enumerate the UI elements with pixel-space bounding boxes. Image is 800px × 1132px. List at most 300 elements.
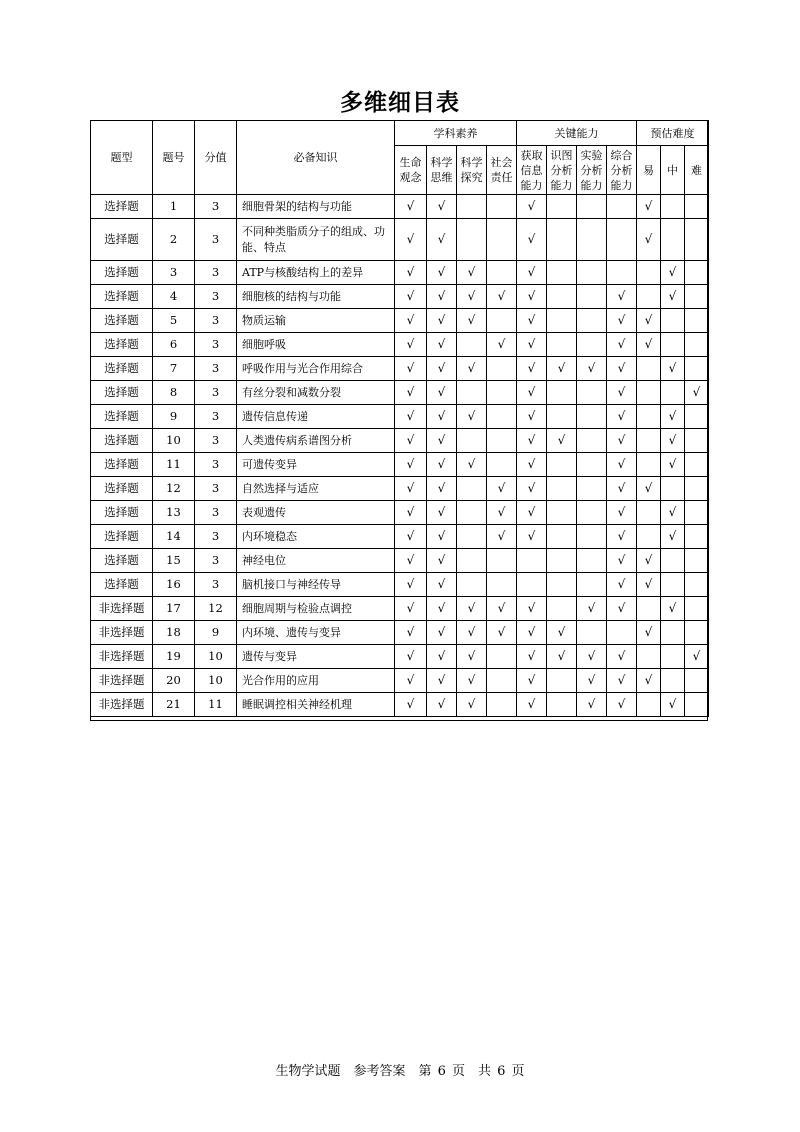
mark-cell: √ bbox=[517, 261, 547, 285]
knowledge-cell: 内环境稳态 bbox=[237, 525, 395, 549]
question-number-cell: 4 bbox=[153, 285, 195, 309]
mark-cell: √ bbox=[517, 333, 547, 357]
mark-cell: √ bbox=[517, 405, 547, 429]
sub-header-line: 能力 bbox=[610, 178, 633, 192]
mark-cell bbox=[577, 261, 607, 285]
knowledge-cell: 表观遗传 bbox=[237, 501, 395, 525]
mark-cell: √ bbox=[427, 333, 457, 357]
mark-cell: √ bbox=[637, 195, 661, 219]
mark-cell: √ bbox=[427, 645, 457, 669]
mark-cell: √ bbox=[457, 597, 487, 621]
mark-cell: √ bbox=[577, 357, 607, 381]
knowledge-cell: 物质运输 bbox=[237, 309, 395, 333]
mark-cell: √ bbox=[427, 309, 457, 333]
mark-cell bbox=[685, 693, 709, 717]
mark-cell: √ bbox=[661, 405, 685, 429]
mark-cell: √ bbox=[607, 645, 637, 669]
mark-cell: √ bbox=[661, 693, 685, 717]
mark-cell: √ bbox=[395, 477, 427, 501]
mark-cell: √ bbox=[577, 669, 607, 693]
mark-cell bbox=[661, 573, 685, 597]
question-type-cell: 选择题 bbox=[91, 501, 153, 525]
mark-cell: √ bbox=[517, 693, 547, 717]
mark-cell bbox=[457, 573, 487, 597]
mark-cell: √ bbox=[487, 501, 517, 525]
mark-cell bbox=[457, 501, 487, 525]
mark-cell bbox=[547, 597, 577, 621]
score-cell: 3 bbox=[195, 333, 237, 357]
mark-cell: √ bbox=[577, 645, 607, 669]
question-number-cell: 12 bbox=[153, 477, 195, 501]
sub-header-line: 分析 bbox=[550, 163, 573, 177]
header-type: 题型 bbox=[91, 121, 153, 195]
mark-cell: √ bbox=[637, 549, 661, 573]
mark-cell: √ bbox=[457, 453, 487, 477]
table-row bbox=[91, 525, 709, 549]
mark-cell bbox=[661, 477, 685, 501]
sub-header-line: 社会 bbox=[490, 156, 513, 169]
specification-table bbox=[90, 120, 709, 717]
mark-cell bbox=[547, 573, 577, 597]
question-type-cell: 选择题 bbox=[91, 477, 153, 501]
sub-header-line: 识图 bbox=[550, 148, 573, 162]
question-number-cell: 18 bbox=[153, 621, 195, 645]
mark-cell bbox=[487, 669, 517, 693]
mark-cell: √ bbox=[395, 285, 427, 309]
question-number-cell: 16 bbox=[153, 573, 195, 597]
question-type-cell: 选择题 bbox=[91, 573, 153, 597]
mark-cell bbox=[637, 453, 661, 477]
score-cell: 3 bbox=[195, 285, 237, 309]
mark-cell: √ bbox=[607, 429, 637, 453]
sub-header-line: 生命 bbox=[399, 156, 422, 169]
sub-header-line: 中 bbox=[667, 163, 678, 177]
question-number-cell: 17 bbox=[153, 597, 195, 621]
knowledge-cell: ATP与核酸结构上的差异 bbox=[237, 261, 395, 285]
mark-cell: √ bbox=[607, 405, 637, 429]
mark-cell bbox=[637, 525, 661, 549]
mark-cell: √ bbox=[607, 477, 637, 501]
mark-cell: √ bbox=[661, 429, 685, 453]
mark-cell bbox=[517, 573, 547, 597]
mark-cell: √ bbox=[517, 645, 547, 669]
mark-cell bbox=[487, 693, 517, 717]
mark-cell: √ bbox=[487, 597, 517, 621]
mark-cell: √ bbox=[395, 195, 427, 219]
question-type-cell: 选择题 bbox=[91, 381, 153, 405]
mark-cell: √ bbox=[607, 549, 637, 573]
question-type-cell: 选择题 bbox=[91, 333, 153, 357]
score-cell: 3 bbox=[195, 429, 237, 453]
mark-cell bbox=[487, 573, 517, 597]
mark-cell: √ bbox=[607, 285, 637, 309]
mark-cell bbox=[607, 621, 637, 645]
knowledge-cell: 呼吸作用与光合作用综合 bbox=[237, 357, 395, 381]
question-number-cell: 7 bbox=[153, 357, 195, 381]
knowledge-cell: 睡眠调控相关神经机理 bbox=[237, 693, 395, 717]
mark-cell: √ bbox=[395, 549, 427, 573]
mark-cell: √ bbox=[607, 573, 637, 597]
knowledge-cell: 细胞骨架的结构与功能 bbox=[237, 195, 395, 219]
mark-cell bbox=[487, 549, 517, 573]
mark-cell: √ bbox=[517, 357, 547, 381]
sub-header-line: 科学 bbox=[430, 156, 453, 169]
mark-cell: √ bbox=[395, 381, 427, 405]
mark-cell bbox=[547, 219, 577, 261]
mark-cell: √ bbox=[661, 357, 685, 381]
mark-cell: √ bbox=[607, 597, 637, 621]
mark-cell: √ bbox=[395, 333, 427, 357]
mark-cell bbox=[685, 597, 709, 621]
mark-cell bbox=[457, 219, 487, 261]
question-number-cell: 21 bbox=[153, 693, 195, 717]
mark-cell bbox=[637, 261, 661, 285]
mark-cell bbox=[577, 381, 607, 405]
mark-cell: √ bbox=[637, 621, 661, 645]
mark-cell: √ bbox=[427, 405, 457, 429]
mark-cell: √ bbox=[517, 453, 547, 477]
sub-header-7 bbox=[607, 146, 637, 195]
table-row bbox=[91, 357, 709, 381]
mark-cell bbox=[457, 195, 487, 219]
mark-cell bbox=[577, 525, 607, 549]
table-row bbox=[91, 261, 709, 285]
mark-cell bbox=[577, 333, 607, 357]
mark-cell: √ bbox=[607, 453, 637, 477]
mark-cell bbox=[637, 357, 661, 381]
question-type-cell: 非选择题 bbox=[91, 693, 153, 717]
mark-cell bbox=[577, 573, 607, 597]
question-number-cell: 11 bbox=[153, 453, 195, 477]
table-row bbox=[91, 549, 709, 573]
sub-header-10 bbox=[685, 146, 709, 195]
question-number-cell: 13 bbox=[153, 501, 195, 525]
mark-cell: √ bbox=[457, 285, 487, 309]
mark-cell bbox=[577, 549, 607, 573]
question-type-cell: 选择题 bbox=[91, 219, 153, 261]
mark-cell: √ bbox=[427, 549, 457, 573]
mark-cell bbox=[685, 429, 709, 453]
question-type-cell: 非选择题 bbox=[91, 621, 153, 645]
knowledge-cell: 不同种类脂质分子的组成、功能、特点 bbox=[237, 219, 395, 261]
knowledge-cell: 可遗传变异 bbox=[237, 453, 395, 477]
sub-header-9 bbox=[661, 146, 685, 195]
mark-cell: √ bbox=[427, 621, 457, 645]
mark-cell: √ bbox=[427, 429, 457, 453]
mark-cell: √ bbox=[487, 477, 517, 501]
header-literacy: 学科素养 bbox=[395, 121, 517, 146]
score-cell: 3 bbox=[195, 261, 237, 285]
mark-cell: √ bbox=[457, 645, 487, 669]
question-type-cell: 选择题 bbox=[91, 429, 153, 453]
mark-cell: √ bbox=[517, 597, 547, 621]
question-type-cell: 选择题 bbox=[91, 285, 153, 309]
mark-cell: √ bbox=[517, 429, 547, 453]
mark-cell: √ bbox=[517, 195, 547, 219]
table-row bbox=[91, 645, 709, 669]
mark-cell: √ bbox=[637, 573, 661, 597]
mark-cell bbox=[487, 195, 517, 219]
question-type-cell: 选择题 bbox=[91, 309, 153, 333]
mark-cell: √ bbox=[607, 669, 637, 693]
mark-cell bbox=[685, 333, 709, 357]
mark-cell bbox=[487, 405, 517, 429]
mark-cell: √ bbox=[685, 645, 709, 669]
mark-cell bbox=[457, 525, 487, 549]
score-cell: 3 bbox=[195, 219, 237, 261]
mark-cell bbox=[487, 357, 517, 381]
score-cell: 3 bbox=[195, 195, 237, 219]
sub-header-line: 获取 bbox=[520, 148, 543, 162]
mark-cell bbox=[487, 381, 517, 405]
table-row bbox=[91, 621, 709, 645]
sub-header-4 bbox=[517, 146, 547, 195]
mark-cell: √ bbox=[427, 453, 457, 477]
score-cell: 3 bbox=[195, 477, 237, 501]
mark-cell bbox=[547, 261, 577, 285]
score-cell: 12 bbox=[195, 597, 237, 621]
score-cell: 3 bbox=[195, 357, 237, 381]
mark-cell: √ bbox=[427, 597, 457, 621]
mark-cell: √ bbox=[427, 573, 457, 597]
mark-cell bbox=[607, 261, 637, 285]
table-row bbox=[91, 333, 709, 357]
mark-cell: √ bbox=[517, 381, 547, 405]
table-row bbox=[91, 309, 709, 333]
mark-cell: √ bbox=[517, 285, 547, 309]
mark-cell bbox=[547, 195, 577, 219]
table-row bbox=[91, 693, 709, 717]
question-number-cell: 5 bbox=[153, 309, 195, 333]
mark-cell bbox=[661, 669, 685, 693]
mark-cell bbox=[457, 333, 487, 357]
mark-cell: √ bbox=[661, 501, 685, 525]
sub-header-6 bbox=[577, 146, 607, 195]
mark-cell: √ bbox=[395, 405, 427, 429]
knowledge-cell: 神经电位 bbox=[237, 549, 395, 573]
mark-cell: √ bbox=[637, 219, 661, 261]
mark-cell bbox=[577, 453, 607, 477]
sub-header-2 bbox=[457, 146, 487, 195]
mark-cell: √ bbox=[637, 477, 661, 501]
mark-cell: √ bbox=[457, 309, 487, 333]
mark-cell bbox=[685, 453, 709, 477]
mark-cell: √ bbox=[427, 261, 457, 285]
mark-cell: √ bbox=[457, 669, 487, 693]
score-cell: 3 bbox=[195, 453, 237, 477]
mark-cell: √ bbox=[637, 309, 661, 333]
score-cell: 11 bbox=[195, 693, 237, 717]
question-number-cell: 8 bbox=[153, 381, 195, 405]
mark-cell: √ bbox=[607, 693, 637, 717]
mark-cell bbox=[685, 195, 709, 219]
knowledge-cell: 细胞呼吸 bbox=[237, 333, 395, 357]
mark-cell: √ bbox=[395, 525, 427, 549]
question-number-cell: 20 bbox=[153, 669, 195, 693]
table-row bbox=[91, 669, 709, 693]
mark-cell: √ bbox=[487, 285, 517, 309]
mark-cell bbox=[547, 693, 577, 717]
knowledge-cell: 自然选择与适应 bbox=[237, 477, 395, 501]
mark-cell bbox=[661, 195, 685, 219]
mark-cell bbox=[637, 597, 661, 621]
question-type-cell: 非选择题 bbox=[91, 645, 153, 669]
knowledge-cell: 遗传与变异 bbox=[237, 645, 395, 669]
mark-cell: √ bbox=[547, 357, 577, 381]
mark-cell: √ bbox=[607, 525, 637, 549]
mark-cell bbox=[661, 549, 685, 573]
question-type-cell: 选择题 bbox=[91, 525, 153, 549]
knowledge-cell: 有丝分裂和减数分裂 bbox=[237, 381, 395, 405]
header-number: 题号 bbox=[153, 121, 195, 195]
mark-cell bbox=[577, 429, 607, 453]
mark-cell bbox=[685, 357, 709, 381]
mark-cell bbox=[577, 405, 607, 429]
mark-cell: √ bbox=[395, 219, 427, 261]
question-type-cell: 选择题 bbox=[91, 405, 153, 429]
sub-header-line: 能力 bbox=[550, 178, 573, 192]
sub-header-line: 责任 bbox=[490, 171, 513, 184]
mark-cell: √ bbox=[395, 597, 427, 621]
score-cell: 3 bbox=[195, 525, 237, 549]
mark-cell bbox=[577, 195, 607, 219]
mark-cell: √ bbox=[427, 693, 457, 717]
question-number-cell: 14 bbox=[153, 525, 195, 549]
mark-cell: √ bbox=[395, 693, 427, 717]
question-number-cell: 19 bbox=[153, 645, 195, 669]
mark-cell: √ bbox=[577, 693, 607, 717]
mark-cell bbox=[547, 549, 577, 573]
mark-cell bbox=[685, 573, 709, 597]
mark-cell: √ bbox=[427, 669, 457, 693]
mark-cell: √ bbox=[661, 525, 685, 549]
mark-cell: √ bbox=[487, 621, 517, 645]
mark-cell: √ bbox=[427, 477, 457, 501]
mark-cell bbox=[661, 621, 685, 645]
mark-cell bbox=[637, 645, 661, 669]
mark-cell: √ bbox=[427, 285, 457, 309]
mark-cell: √ bbox=[517, 501, 547, 525]
mark-cell bbox=[685, 309, 709, 333]
mark-cell bbox=[487, 429, 517, 453]
mark-cell: √ bbox=[395, 357, 427, 381]
mark-cell: √ bbox=[517, 309, 547, 333]
mark-cell bbox=[547, 333, 577, 357]
score-cell: 3 bbox=[195, 573, 237, 597]
mark-cell: √ bbox=[457, 621, 487, 645]
sub-header-line: 易 bbox=[643, 163, 654, 177]
mark-cell bbox=[685, 261, 709, 285]
mark-cell: √ bbox=[517, 621, 547, 645]
mark-cell: √ bbox=[457, 357, 487, 381]
mark-cell: √ bbox=[395, 621, 427, 645]
table-row bbox=[91, 453, 709, 477]
knowledge-cell: 内环境、遗传与变异 bbox=[237, 621, 395, 645]
mark-cell bbox=[685, 405, 709, 429]
score-cell: 9 bbox=[195, 621, 237, 645]
score-cell: 3 bbox=[195, 501, 237, 525]
mark-cell: √ bbox=[427, 219, 457, 261]
mark-cell bbox=[547, 309, 577, 333]
sub-header-line: 思维 bbox=[430, 171, 453, 184]
mark-cell: √ bbox=[577, 597, 607, 621]
mark-cell bbox=[547, 405, 577, 429]
question-number-cell: 1 bbox=[153, 195, 195, 219]
mark-cell: √ bbox=[547, 429, 577, 453]
header-difficulty: 预估难度 bbox=[637, 121, 709, 146]
mark-cell: √ bbox=[487, 333, 517, 357]
table-body bbox=[91, 195, 709, 717]
sub-header-3 bbox=[487, 146, 517, 195]
mark-cell: √ bbox=[427, 381, 457, 405]
mark-cell bbox=[547, 501, 577, 525]
mark-cell bbox=[661, 645, 685, 669]
mark-cell: √ bbox=[457, 405, 487, 429]
mark-cell: √ bbox=[395, 261, 427, 285]
mark-cell bbox=[547, 453, 577, 477]
question-type-cell: 非选择题 bbox=[91, 597, 153, 621]
mark-cell: √ bbox=[487, 525, 517, 549]
mark-cell: √ bbox=[607, 333, 637, 357]
mark-cell bbox=[685, 621, 709, 645]
question-number-cell: 15 bbox=[153, 549, 195, 573]
mark-cell: √ bbox=[395, 669, 427, 693]
mark-cell: √ bbox=[607, 381, 637, 405]
mark-cell: √ bbox=[517, 525, 547, 549]
mark-cell: √ bbox=[457, 693, 487, 717]
mark-cell: √ bbox=[395, 309, 427, 333]
mark-cell: √ bbox=[427, 501, 457, 525]
question-number-cell: 6 bbox=[153, 333, 195, 357]
mark-cell: √ bbox=[607, 357, 637, 381]
mark-cell: √ bbox=[685, 381, 709, 405]
table-row bbox=[91, 285, 709, 309]
header-ability: 关键能力 bbox=[517, 121, 637, 146]
question-type-cell: 选择题 bbox=[91, 261, 153, 285]
question-number-cell: 9 bbox=[153, 405, 195, 429]
mark-cell: √ bbox=[637, 669, 661, 693]
sub-header-1 bbox=[427, 146, 457, 195]
mark-cell: √ bbox=[427, 525, 457, 549]
table-row bbox=[91, 195, 709, 219]
mark-cell bbox=[637, 381, 661, 405]
mark-cell bbox=[457, 477, 487, 501]
mark-cell bbox=[685, 669, 709, 693]
mark-cell bbox=[637, 693, 661, 717]
knowledge-cell: 遗传信息传递 bbox=[237, 405, 395, 429]
question-type-cell: 选择题 bbox=[91, 453, 153, 477]
sub-header-line: 科学 bbox=[460, 156, 483, 169]
mark-cell: √ bbox=[395, 501, 427, 525]
mark-cell bbox=[607, 219, 637, 261]
mark-cell bbox=[547, 285, 577, 309]
mark-cell bbox=[607, 195, 637, 219]
mark-cell bbox=[457, 549, 487, 573]
mark-cell: √ bbox=[637, 333, 661, 357]
question-type-cell: 选择题 bbox=[91, 195, 153, 219]
score-cell: 3 bbox=[195, 309, 237, 333]
mark-cell bbox=[637, 429, 661, 453]
sub-header-line: 能力 bbox=[520, 178, 543, 192]
sub-header-8 bbox=[637, 146, 661, 195]
mark-cell: √ bbox=[661, 453, 685, 477]
mark-cell bbox=[685, 285, 709, 309]
score-cell: 3 bbox=[195, 405, 237, 429]
sub-header-line: 探究 bbox=[460, 171, 483, 184]
mark-cell: √ bbox=[395, 573, 427, 597]
mark-cell bbox=[577, 621, 607, 645]
mark-cell bbox=[517, 549, 547, 573]
